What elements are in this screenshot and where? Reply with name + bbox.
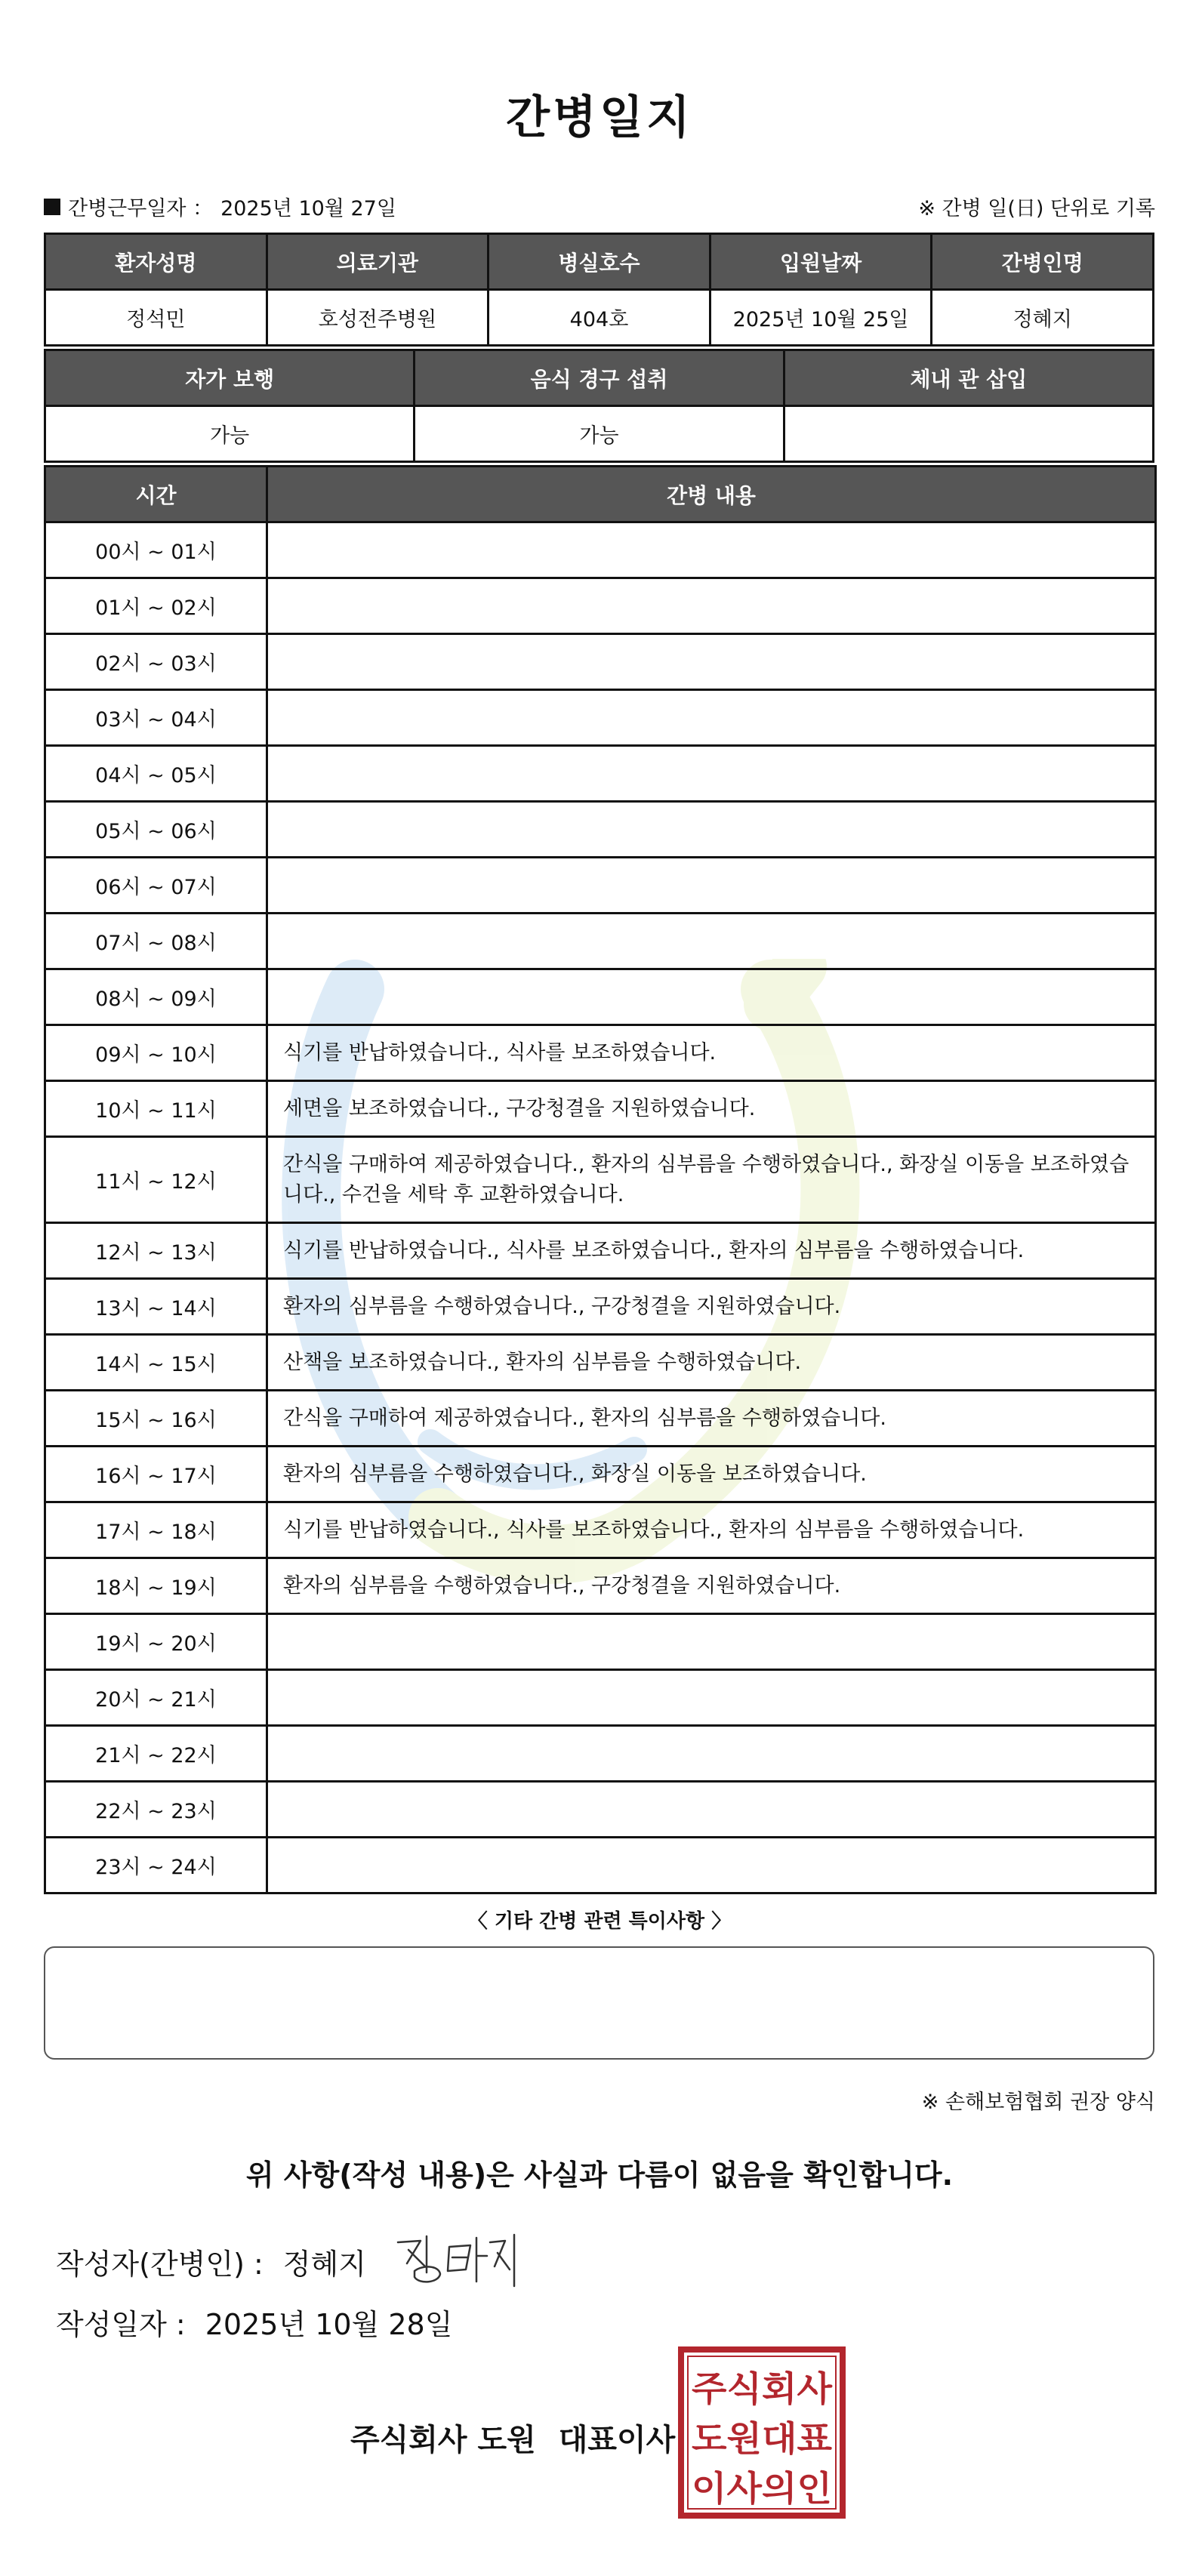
log-content: 환자의 심부름을 수행하였습니다., 화장실 이동을 보조하였습니다. — [267, 1447, 1156, 1502]
log-time: 07시 ~ 08시 — [45, 914, 267, 969]
log-content — [267, 858, 1156, 914]
special-notes-title: 〈 기타 간병 관련 특이사항 〉 — [467, 1910, 732, 1933]
patient-info-value-row — [45, 290, 1154, 346]
log-time: 15시 ~ 16시 — [45, 1391, 267, 1447]
log-time: 17시 ~ 18시 — [45, 1502, 267, 1558]
caregiver-name: 정혜지 — [932, 290, 1154, 346]
log-time: 06시 ~ 07시 — [45, 858, 267, 914]
status-header-row — [45, 350, 1154, 406]
log-content — [267, 1838, 1156, 1893]
table-row — [45, 1025, 1156, 1081]
header-time: 시간 — [45, 467, 267, 522]
log-content — [267, 578, 1156, 634]
header-tube-insertion: 체내 관 삽입 — [784, 350, 1153, 406]
writer-name: 정혜지 — [282, 2247, 366, 2281]
log-content — [267, 1782, 1156, 1838]
log-time: 23시 ~ 24시 — [45, 1838, 267, 1893]
status-value-row — [45, 406, 1154, 462]
log-content — [267, 1670, 1156, 1726]
log-time: 14시 ~ 15시 — [45, 1335, 267, 1391]
log-time: 02시 ~ 03시 — [45, 634, 267, 690]
table-row — [45, 1614, 1156, 1670]
log-content: 식기를 반납하였습니다., 식사를 보조하였습니다. — [267, 1025, 1156, 1081]
hourly-care-log-table — [44, 465, 1157, 1894]
company-role: 대표이사 — [558, 2423, 676, 2457]
log-content: 식기를 반납하였습니다., 식사를 보조하였습니다., 환자의 심부름을 수행하였습니다. — [267, 1223, 1156, 1279]
handwritten-signature — [392, 2227, 520, 2295]
table-row — [45, 969, 1156, 1025]
header-admission-date: 입원날짜 — [710, 234, 932, 290]
log-content — [267, 1726, 1156, 1782]
log-time: 10시 ~ 11시 — [45, 1081, 267, 1137]
table-row — [45, 1502, 1156, 1558]
table-row — [45, 1081, 1156, 1137]
log-time: 01시 ~ 02시 — [45, 578, 267, 634]
company-seal-stamp — [678, 2346, 846, 2519]
log-time: 20시 ~ 21시 — [45, 1670, 267, 1726]
seal-line-3: 이사의인 — [692, 2468, 832, 2509]
header-patient-name: 환자성명 — [45, 234, 267, 290]
table-row — [45, 802, 1156, 858]
header-self-walking: 자가 보행 — [45, 350, 415, 406]
table-row — [45, 1391, 1156, 1447]
log-content — [267, 914, 1156, 969]
special-notes-box — [44, 1946, 1154, 2060]
log-time: 08시 ~ 09시 — [45, 969, 267, 1025]
table-row — [45, 746, 1156, 802]
header-oral-intake: 음식 경구 섭취 — [415, 350, 784, 406]
table-row — [45, 1670, 1156, 1726]
patient-info-header-row — [45, 234, 1154, 290]
hospital: 호성전주병원 — [267, 290, 489, 346]
log-content — [267, 802, 1156, 858]
log-content — [267, 746, 1156, 802]
company-signature — [350, 2416, 675, 2459]
log-time: 05시 ~ 06시 — [45, 802, 267, 858]
square-bullet-icon — [44, 199, 60, 215]
log-time: 16시 ~ 17시 — [45, 1447, 267, 1502]
log-time: 18시 ~ 19시 — [45, 1558, 267, 1614]
patient-name: 정석민 — [45, 290, 267, 346]
table-row — [45, 914, 1156, 969]
document-title: 간병일지 — [506, 91, 693, 144]
log-time: 11시 ~ 12시 — [45, 1137, 267, 1223]
header-hospital: 의료기관 — [267, 234, 489, 290]
oral-intake: 가능 — [415, 406, 784, 462]
log-content: 간식을 구매하여 제공하였습니다., 환자의 심부름을 수행하였습니다., 화장실 이동을 보조하였습니다., 수건을 세탁 후 교환하였습니다. — [267, 1137, 1156, 1223]
tube-insertion — [784, 406, 1153, 462]
table-row — [45, 1838, 1156, 1893]
header-room: 병실호수 — [489, 234, 710, 290]
recommended-form-note: ※ 손해보험협회 권장 양식 — [921, 2091, 1155, 2114]
seal-line-1: 주식회사 — [692, 2368, 833, 2409]
work-date-label: 간병근무일자 ： — [68, 197, 214, 220]
table-row — [45, 522, 1156, 578]
log-time: 22시 ~ 23시 — [45, 1782, 267, 1838]
table-row — [45, 1223, 1156, 1279]
log-header-row — [45, 467, 1156, 522]
room-number: 404호 — [489, 290, 710, 346]
log-content: 환자의 심부름을 수행하였습니다., 구강청결을 지원하였습니다. — [267, 1558, 1156, 1614]
log-content — [267, 690, 1156, 746]
record-unit-note: ※ 간병 일(日) 단위로 기록 — [918, 197, 1155, 220]
work-date-value: 2025년 10월 27일 — [220, 197, 396, 220]
log-content: 환자의 심부름을 수행하였습니다., 구강청결을 지원하였습니다. — [267, 1279, 1156, 1335]
log-time: 21시 ~ 22시 — [45, 1726, 267, 1782]
log-content: 산책을 보조하였습니다., 환자의 심부름을 수행하였습니다. — [267, 1335, 1156, 1391]
admission-date: 2025년 10월 25일 — [710, 290, 932, 346]
header-caregiver-name: 간병인명 — [932, 234, 1154, 290]
log-content: 세면을 보조하였습니다., 구강청결을 지원하였습니다. — [267, 1081, 1156, 1137]
table-row — [45, 578, 1156, 634]
table-row — [45, 1137, 1156, 1223]
table-row — [45, 1279, 1156, 1335]
log-time: 09시 ~ 10시 — [45, 1025, 267, 1081]
table-row — [45, 858, 1156, 914]
log-time: 13시 ~ 14시 — [45, 1279, 267, 1335]
seal-line-2: 도원대표 — [692, 2418, 833, 2459]
patient-info-table — [44, 233, 1154, 347]
log-content — [267, 1614, 1156, 1670]
log-content: 간식을 구매하여 제공하였습니다., 환자의 심부름을 수행하였습니다. — [267, 1391, 1156, 1447]
written-date-line — [56, 2301, 452, 2343]
table-row — [45, 1447, 1156, 1502]
written-date-label: 작성일자 : — [56, 2308, 186, 2341]
self-walking: 가능 — [45, 406, 415, 462]
log-content — [267, 969, 1156, 1025]
company-name: 주식회사 도원 — [350, 2423, 536, 2457]
log-time: 19시 ~ 20시 — [45, 1614, 267, 1670]
log-time: 12시 ~ 13시 — [45, 1223, 267, 1279]
header-care-content: 간병 내용 — [267, 467, 1156, 522]
log-content — [267, 634, 1156, 690]
log-content — [267, 522, 1156, 578]
writer-line — [56, 2227, 520, 2295]
table-row — [45, 1558, 1156, 1614]
work-date — [44, 192, 396, 221]
log-time: 00시 ~ 01시 — [45, 522, 267, 578]
writer-label: 작성자(간병인) : — [56, 2247, 264, 2281]
table-row — [45, 1335, 1156, 1391]
patient-status-table — [44, 349, 1154, 463]
table-row — [45, 1782, 1156, 1838]
table-row — [45, 1726, 1156, 1782]
log-time: 04시 ~ 05시 — [45, 746, 267, 802]
log-time: 03시 ~ 04시 — [45, 690, 267, 746]
written-date-value: 2025년 10월 28일 — [205, 2308, 453, 2341]
confirmation-statement: 위 사항(작성 내용)은 사실과 다름이 없음을 확인합니다. — [245, 2158, 954, 2192]
table-row — [45, 690, 1156, 746]
log-content: 식기를 반납하였습니다., 식사를 보조하였습니다., 환자의 심부름을 수행하였습니다. — [267, 1502, 1156, 1558]
table-row — [45, 634, 1156, 690]
